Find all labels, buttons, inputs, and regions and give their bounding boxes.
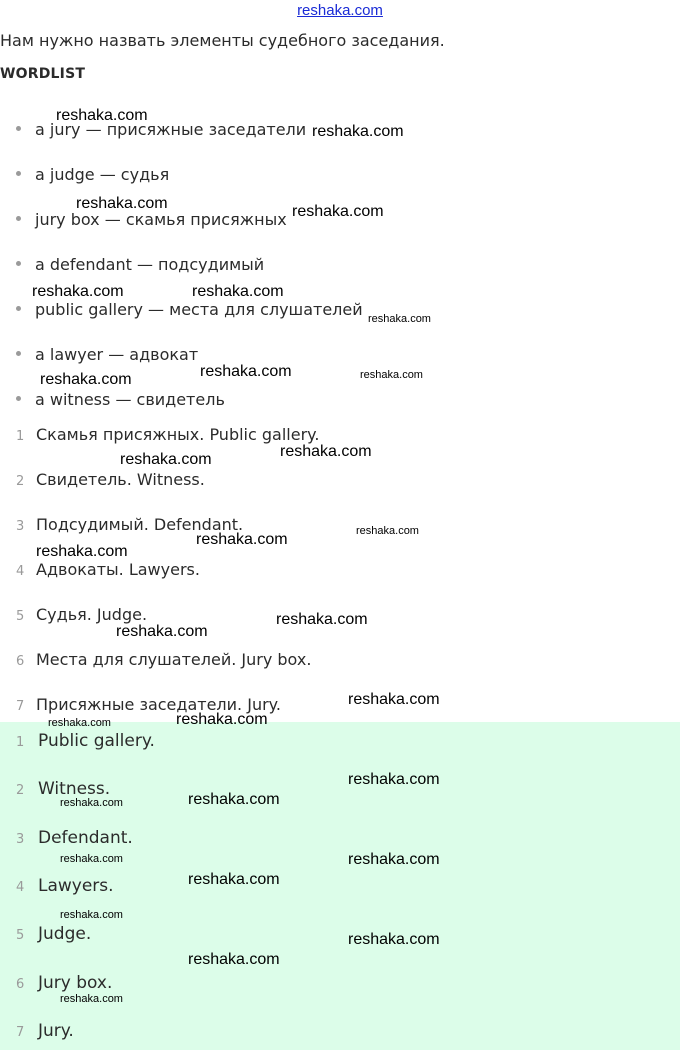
bullet-icon xyxy=(16,126,21,131)
wordlist-item: a jury — присяжные заседатели xyxy=(16,120,306,139)
answer-item: 1 Public gallery. xyxy=(16,731,155,751)
site-header-link[interactable]: reshaka.com xyxy=(297,2,383,19)
answer-item: 2 Witness. xyxy=(16,779,111,799)
watermark: reshaka.com xyxy=(360,369,423,381)
numbered-item: 2 Свидетель. Witness. xyxy=(16,470,205,489)
bullet-icon xyxy=(16,351,21,356)
wordlist-item: a lawyer — адвокат xyxy=(16,345,198,364)
watermark: reshaka.com xyxy=(120,451,212,468)
wordlist-item: jury box — скамья присяжных xyxy=(16,210,287,229)
watermark: reshaka.com xyxy=(40,371,132,388)
watermark: reshaka.com xyxy=(60,909,123,921)
numbered-item: 7 Присяжные заседатели. Jury. xyxy=(16,695,281,714)
intro-text: Нам нужно назвать элементы судебного заседания. xyxy=(0,31,445,50)
bullet-icon xyxy=(16,171,21,176)
watermark: reshaka.com xyxy=(60,797,123,809)
watermark: reshaka.com xyxy=(48,717,111,729)
answer-item: 4 Lawyers. xyxy=(16,876,114,896)
watermark: reshaka.com xyxy=(348,851,440,868)
numbered-item: 3 Подсудимый. Defendant. xyxy=(16,515,244,534)
watermark: reshaka.com xyxy=(280,443,372,460)
watermark: reshaka.com xyxy=(188,871,280,888)
numbered-item: 5 Судья. Judge. xyxy=(16,605,148,624)
answer-item: 3 Defendant. xyxy=(16,828,133,848)
watermark: reshaka.com xyxy=(356,525,419,537)
watermark: reshaka.com xyxy=(188,951,280,968)
answer-item: 7 Jury. xyxy=(16,1021,74,1041)
wordlist-heading: WORDLIST xyxy=(0,66,86,82)
wordlist-item: a judge — судья xyxy=(16,165,169,184)
watermark: reshaka.com xyxy=(348,771,440,788)
watermark: reshaka.com xyxy=(292,203,384,220)
watermark: reshaka.com xyxy=(56,107,148,124)
bullet-icon xyxy=(16,306,21,311)
watermark: reshaka.com xyxy=(192,283,284,300)
watermark: reshaka.com xyxy=(196,531,288,548)
watermark: reshaka.com xyxy=(36,543,128,560)
watermark: reshaka.com xyxy=(32,283,124,300)
answer-block xyxy=(0,722,680,1050)
watermark: reshaka.com xyxy=(368,313,431,325)
numbered-item: 6 Места для слушателей. Jury box. xyxy=(16,650,312,669)
bullet-icon xyxy=(16,396,21,401)
bullet-icon xyxy=(16,216,21,221)
numbered-item: 4 Адвокаты. Lawyers. xyxy=(16,560,200,579)
bullet-icon xyxy=(16,261,21,266)
watermark: reshaka.com xyxy=(348,691,440,708)
watermark: reshaka.com xyxy=(276,611,368,628)
watermark: reshaka.com xyxy=(60,993,123,1005)
watermark: reshaka.com xyxy=(312,123,404,140)
numbered-item: 1 Скамья присяжных. Public gallery. xyxy=(16,425,320,444)
wordlist-item: a defendant — подсудимый xyxy=(16,255,264,274)
watermark: reshaka.com xyxy=(188,791,280,808)
watermark: reshaka.com xyxy=(176,711,268,728)
answer-item: 5 Judge. xyxy=(16,924,92,944)
answer-item: 6 Jury box. xyxy=(16,973,113,993)
watermark: reshaka.com xyxy=(116,623,208,640)
watermark: reshaka.com xyxy=(76,195,168,212)
watermark: reshaka.com xyxy=(348,931,440,948)
watermark: reshaka.com xyxy=(200,363,292,380)
watermark: reshaka.com xyxy=(60,853,123,865)
wordlist-item: public gallery — места для слушателей xyxy=(16,300,363,319)
wordlist-item: a witness — свидетель xyxy=(16,390,225,409)
